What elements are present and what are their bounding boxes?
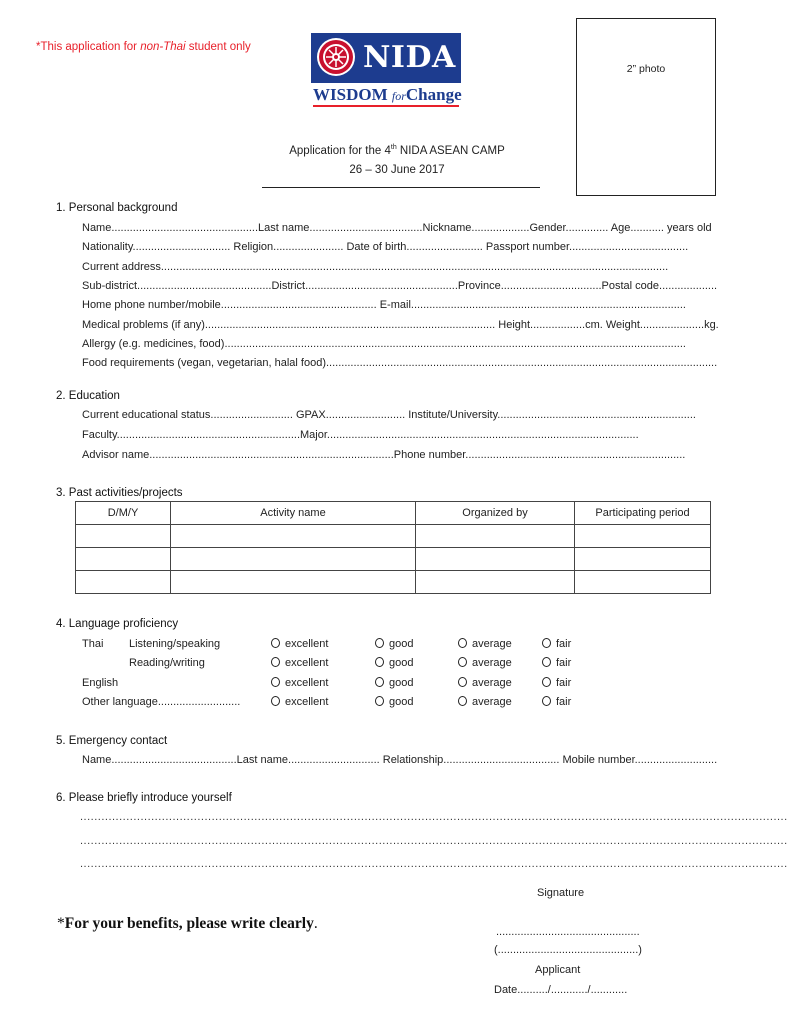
radio-other-option[interactable] — [458, 696, 512, 708]
heading-intro: 6. Please briefly introduce yourself — [56, 792, 232, 804]
intro-line[interactable]: ....................................................................................................................................................................................................... — [80, 835, 788, 847]
col-date: D/M/Y — [76, 502, 171, 525]
signature-name-field[interactable]: (..............................................) — [494, 944, 642, 956]
skill-reading-label: Reading/writing — [129, 657, 205, 669]
radio-thai-reading-option[interactable] — [458, 657, 512, 669]
radio-circle-icon[interactable] — [458, 657, 467, 667]
radio-label: excellent — [285, 696, 329, 708]
radio-circle-icon[interactable] — [542, 657, 551, 667]
table-row[interactable] — [76, 548, 711, 571]
benefit-note: *For your benefits, please write clearly. — [57, 915, 318, 932]
logo-wordmark: NIDA — [363, 40, 456, 75]
radio-label: fair — [556, 638, 572, 650]
intro-line[interactable]: ....................................................................................................................................................................................................... — [80, 811, 788, 823]
col-organizer: Organized by — [416, 502, 575, 525]
radio-thai-reading-option[interactable] — [542, 657, 571, 669]
field-faculty-row[interactable]: Faculty............................................................Major...................................................................................................... — [82, 429, 639, 441]
table-cell[interactable] — [171, 571, 416, 594]
table-cell[interactable] — [575, 525, 711, 548]
table-row[interactable] — [76, 525, 711, 548]
radio-label: good — [389, 657, 414, 669]
radio-label: fair — [556, 657, 572, 669]
title-divider — [262, 187, 540, 188]
table-cell[interactable] — [575, 548, 711, 571]
field-allergy-row[interactable]: Allergy (e.g. medicines, food)....................................................................................................................................................... — [82, 338, 686, 350]
radio-thai-reading-option[interactable] — [375, 657, 413, 669]
radio-label: excellent — [285, 638, 329, 650]
radio-english-option[interactable] — [458, 677, 512, 689]
table-header-row — [76, 502, 711, 525]
radio-circle-icon[interactable] — [375, 638, 384, 648]
photo-label: 2” photo — [626, 63, 666, 75]
field-food-row[interactable]: Food requirements (vegan, vegetarian, halal food)................................................................................................................................ — [82, 357, 718, 369]
radio-other-option[interactable] — [375, 696, 413, 708]
radio-circle-icon[interactable] — [375, 696, 384, 706]
radio-other-option[interactable] — [271, 696, 328, 708]
radio-circle-icon[interactable] — [271, 638, 280, 648]
radio-other-option[interactable] — [542, 696, 571, 708]
table-cell[interactable] — [416, 548, 575, 571]
col-period: Participating period — [575, 502, 711, 525]
heading-personal: 1. Personal background — [56, 202, 178, 214]
radio-label: good — [389, 677, 414, 689]
radio-label: excellent — [285, 657, 329, 669]
language-thai-label: Thai — [82, 638, 104, 650]
language-other-label[interactable]: Other language........................... — [82, 696, 241, 708]
radio-thai-listening-option[interactable] — [375, 638, 413, 650]
table-cell[interactable] — [416, 571, 575, 594]
field-district-row[interactable]: Sub-district............................................District..................................................Province.................................Postal code................... — [82, 280, 718, 292]
logo-tagline: WISDOM forChange — [313, 85, 462, 104]
radio-label: fair — [556, 677, 572, 689]
radio-label: average — [472, 677, 512, 689]
intro-line[interactable]: ....................................................................................................................................................................................................... — [80, 858, 788, 870]
radio-label: excellent — [285, 677, 329, 689]
logo-box — [311, 33, 461, 83]
col-activity: Activity name — [171, 502, 416, 525]
skill-listening-label: Listening/speaking — [129, 638, 221, 650]
non-thai-notice: *This application for non-Thai student only — [36, 41, 251, 53]
nida-logo — [311, 33, 461, 107]
radio-english-option[interactable] — [375, 677, 413, 689]
radio-circle-icon[interactable] — [542, 696, 551, 706]
form-title: Application for the 4th NIDA ASEAN CAMP — [289, 144, 505, 157]
radio-circle-icon[interactable] — [542, 677, 551, 687]
heading-language: 4. Language proficiency — [56, 618, 179, 630]
table-cell[interactable] — [171, 548, 416, 571]
field-nationality-row[interactable]: Nationality................................ Religion....................... Date of birth......................... Passport number....................................... — [82, 241, 689, 253]
radio-circle-icon[interactable] — [271, 677, 280, 687]
table-row[interactable] — [76, 571, 711, 594]
table-cell[interactable] — [416, 525, 575, 548]
heading-education: 2. Education — [56, 390, 120, 402]
table-cell[interactable] — [76, 525, 171, 548]
photo-box[interactable] — [576, 18, 716, 196]
radio-label: average — [472, 638, 512, 650]
radio-circle-icon[interactable] — [375, 677, 384, 687]
radio-circle-icon[interactable] — [458, 638, 467, 648]
heading-activities: 3. Past activities/projects — [56, 487, 183, 499]
field-contact-row[interactable]: Home phone number/mobile................................................... E-mail.......................................................................................... — [82, 299, 686, 311]
radio-label: average — [472, 696, 512, 708]
radio-circle-icon[interactable] — [271, 657, 280, 667]
radio-label: good — [389, 638, 414, 650]
radio-english-option[interactable] — [271, 677, 328, 689]
table-cell[interactable] — [76, 548, 171, 571]
applicant-label: Applicant — [535, 964, 581, 976]
activities-table — [75, 501, 711, 594]
radio-circle-icon[interactable] — [271, 696, 280, 706]
signature-date-field[interactable]: Date........../............/............ — [494, 984, 628, 996]
field-name-row[interactable]: Name................................................Last name.....................................Nickname...................Gender.............. Age........... years old — [82, 222, 712, 234]
radio-circle-icon[interactable] — [375, 657, 384, 667]
radio-label: fair — [556, 696, 572, 708]
heading-emergency: 5. Emergency contact — [56, 735, 168, 747]
radio-circle-icon[interactable] — [458, 677, 467, 687]
table-cell[interactable] — [76, 571, 171, 594]
field-emergency-row[interactable]: Name.........................................Last name.............................. Relationship...................................... Mobile number........................... — [82, 754, 718, 766]
radio-circle-icon[interactable] — [542, 638, 551, 648]
table-cell[interactable] — [171, 525, 416, 548]
table-cell[interactable] — [575, 571, 711, 594]
radio-thai-reading-option[interactable] — [271, 657, 328, 669]
signature-label: Signature — [537, 887, 585, 899]
nida-seal-icon — [316, 37, 356, 77]
radio-circle-icon[interactable] — [458, 696, 467, 706]
radio-label: average — [472, 657, 512, 669]
language-english-label: English — [82, 677, 119, 689]
logo-underline — [313, 105, 459, 107]
field-education-status-row[interactable]: Current educational status........................... GPAX.......................... Institute/University................................................................. — [82, 409, 696, 421]
radio-thai-listening-option[interactable] — [271, 638, 328, 650]
radio-thai-listening-option[interactable] — [458, 638, 512, 650]
radio-english-option[interactable] — [542, 677, 571, 689]
field-address-row[interactable]: Current address...................................................................................................................................................................... — [82, 261, 669, 273]
signature-line[interactable]: ............................................... — [496, 926, 640, 938]
camp-dates: 26 – 30 June 2017 — [349, 164, 445, 176]
field-medical-row[interactable]: Medical problems (if any)............................................................................................... Height..................cm. Weight.....................kg. — [82, 319, 719, 331]
radio-thai-listening-option[interactable] — [542, 638, 571, 650]
radio-label: good — [389, 696, 414, 708]
field-advisor-row[interactable]: Advisor name................................................................................Phone number........................................................................ — [82, 449, 686, 461]
